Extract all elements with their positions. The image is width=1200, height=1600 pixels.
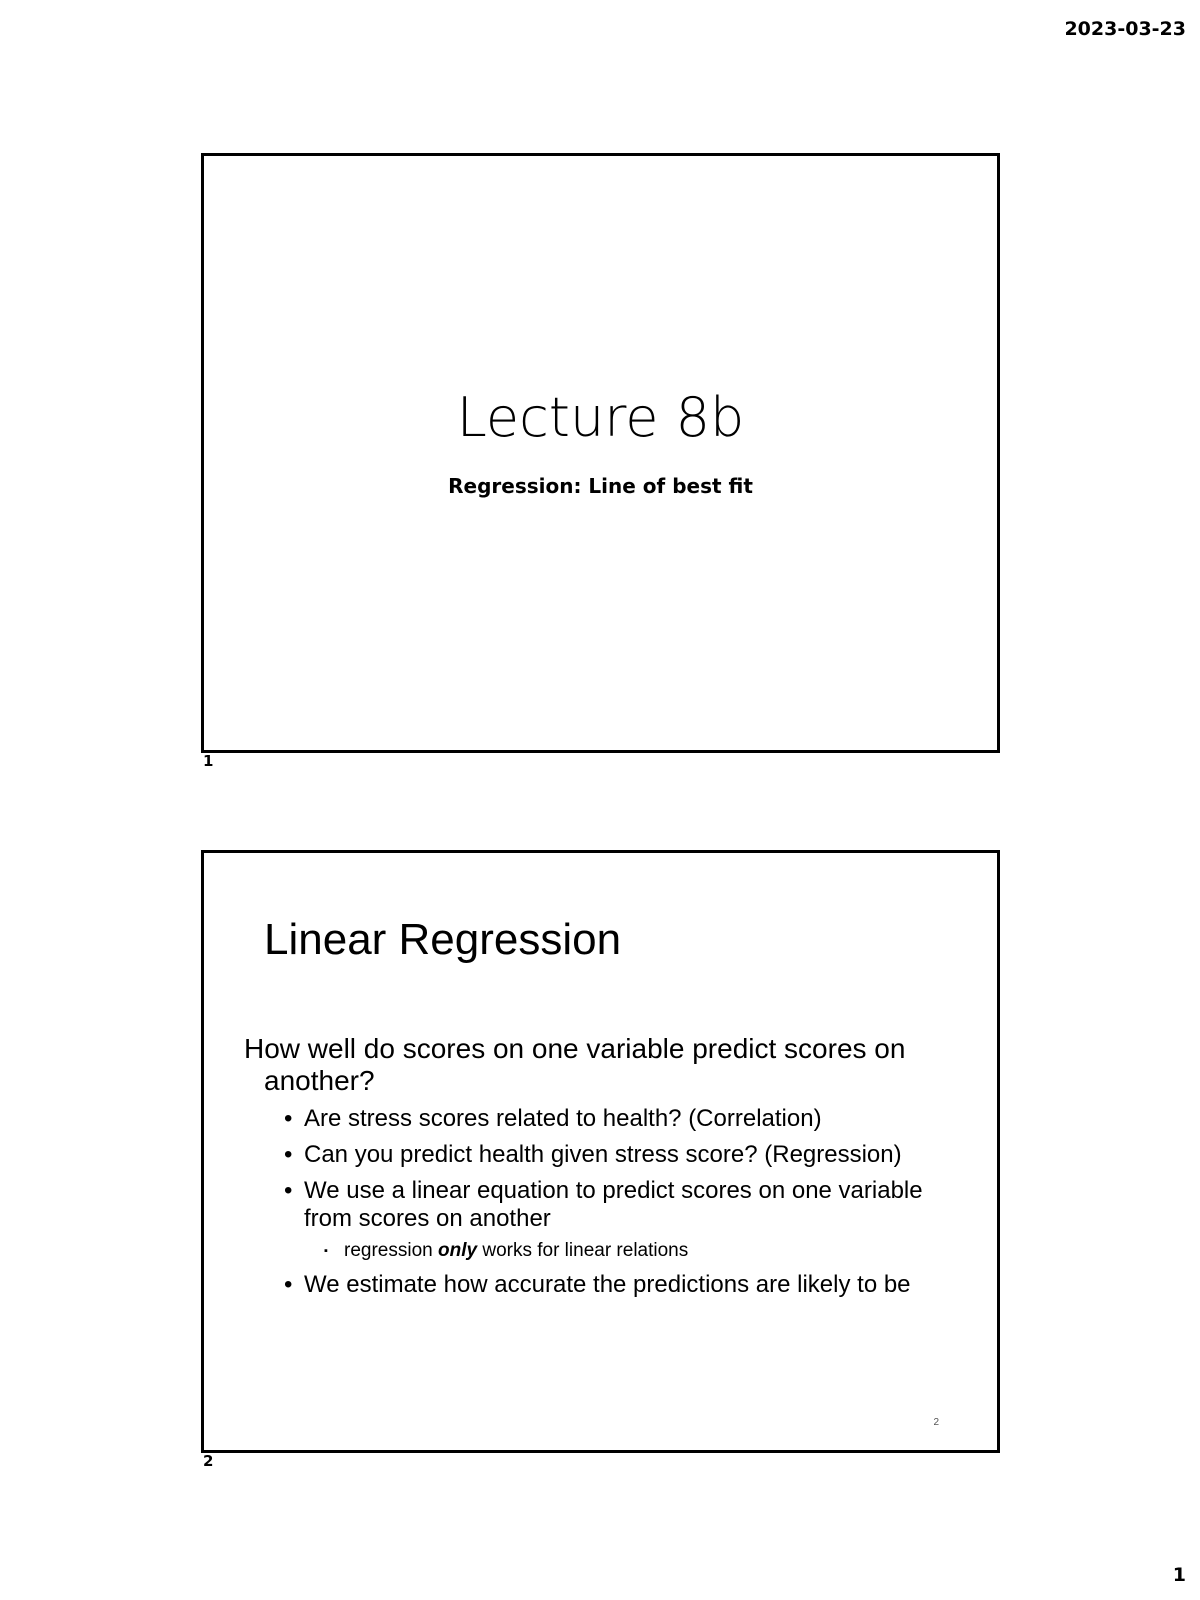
slide-number: 2	[203, 1452, 214, 1470]
inner-slide-number: 2	[933, 1417, 939, 1428]
slide-title: Lecture 8b	[456, 386, 745, 449]
text: regression	[344, 1240, 438, 1261]
page-number: 1	[1172, 1564, 1186, 1586]
slide-number: 1	[203, 752, 214, 770]
sub-bullet	[244, 1239, 947, 1263]
bullet: • Are stress scores related to health? (Correlation)	[244, 1105, 947, 1133]
bullet: • We estimate how accurate the predictions are likely to be	[244, 1271, 947, 1299]
slide-1	[201, 153, 1000, 753]
bullet: • We use a linear equation to predict scores on one variable from scores on another	[244, 1177, 947, 1233]
slide-subtitle: Regression: Line of best fit	[448, 474, 753, 498]
emphasis: only	[438, 1240, 478, 1261]
slide-title: Linear Regression	[264, 915, 622, 964]
bullet: • Can you predict health given stress score? (Regression)	[244, 1141, 947, 1169]
print-date: 2023-03-23	[1064, 18, 1186, 40]
slide-body	[244, 1033, 947, 1299]
text: works for linear relations	[477, 1240, 689, 1261]
lead-text: How well do scores on one variable predict scores on another?	[244, 1033, 906, 1096]
slide-2	[201, 850, 1000, 1453]
